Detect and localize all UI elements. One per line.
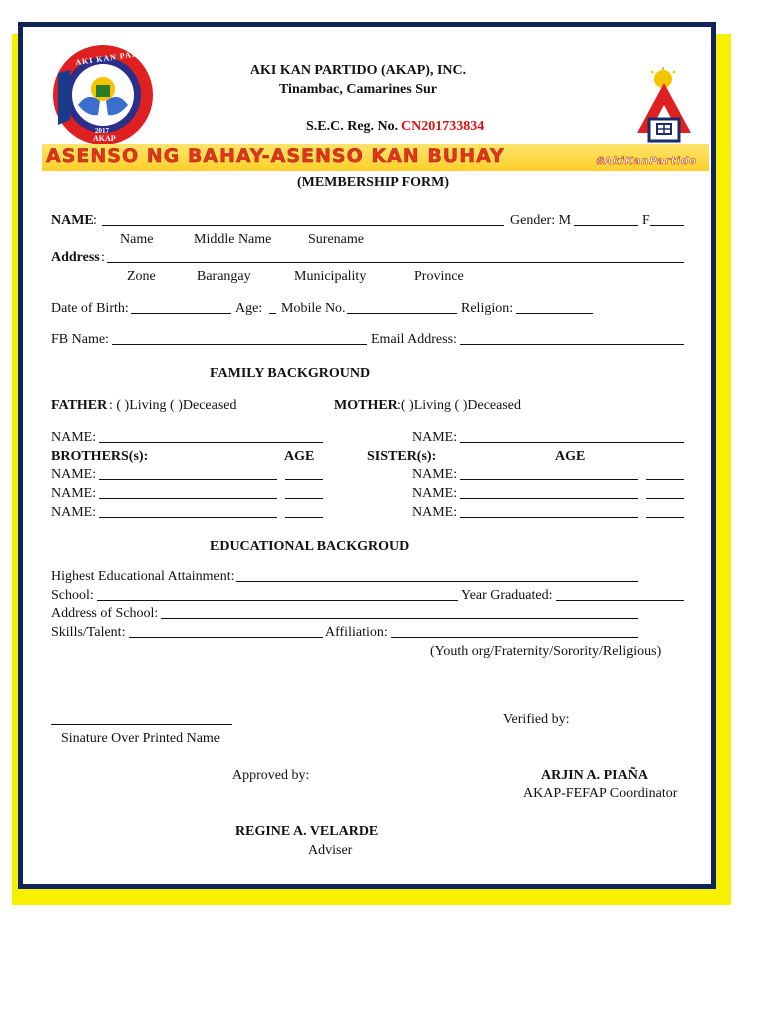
religion-line[interactable] <box>516 313 593 314</box>
skills-label: Skills/Talent: <box>51 625 126 640</box>
sisters-label: SISTER(s): <box>367 449 437 464</box>
brother-name-line[interactable] <box>99 517 277 518</box>
sub-barangay: Barangay <box>197 269 251 284</box>
brothers-age-label: AGE <box>284 449 315 464</box>
sub-name: Name <box>120 232 154 247</box>
school-address-label: Address of School: <box>51 606 159 621</box>
logo-text-bottom: AKAP <box>93 134 116 143</box>
fb-label: FB Name: <box>51 332 109 347</box>
logo-text-top: AKI KAN PARTIDO <box>74 45 164 68</box>
approved-by-label: Approved by: <box>232 768 310 783</box>
adviser-name: REGINE A. VELARDE <box>235 824 379 839</box>
sister-age-line[interactable] <box>646 498 684 499</box>
address-colon: : <box>101 250 105 265</box>
age-label: Age: <box>235 301 263 316</box>
banner <box>42 144 709 171</box>
sister-name-line[interactable] <box>460 479 638 480</box>
adviser-title: Adviser <box>308 843 353 858</box>
father-name-label: NAME: <box>51 430 97 445</box>
sub-zone: Zone <box>127 269 156 284</box>
house-logo <box>635 67 693 143</box>
name-line[interactable] <box>102 225 504 226</box>
form-page <box>18 22 716 889</box>
verifier-title: AKAP-FEFAP Coordinator <box>523 786 678 801</box>
sec-number: CN201733834 <box>401 119 485 134</box>
sister-name-label: NAME: <box>412 486 458 501</box>
email-label: Email Address: <box>371 332 457 347</box>
sister-name-line[interactable] <box>460 517 638 518</box>
sisters-age-label: AGE <box>555 449 586 464</box>
form-title: (MEMBERSHIP FORM) <box>296 175 450 190</box>
school-address-line[interactable] <box>161 618 638 619</box>
father-label: FATHER <box>51 398 108 413</box>
sub-middle-name: Middle Name <box>194 232 272 247</box>
org-location: Tinambac, Camarines Sur <box>278 82 438 97</box>
mobile-label: Mobile No. <box>281 301 346 316</box>
brother-age-line[interactable] <box>285 479 323 480</box>
email-line[interactable] <box>460 344 684 345</box>
fb-line[interactable] <box>112 344 367 345</box>
brother-age-line[interactable] <box>285 498 323 499</box>
signature-line[interactable] <box>51 724 232 725</box>
dob-line[interactable] <box>131 313 231 314</box>
school-label: School: <box>51 588 94 603</box>
family-heading: FAMILY BACKGROUND <box>210 366 371 381</box>
highest-education-line[interactable] <box>236 581 638 582</box>
religion-label: Religion: <box>461 301 514 316</box>
sub-municipality: Municipality <box>294 269 367 284</box>
father-name-line[interactable] <box>99 442 323 443</box>
brothers-label: BROTHERS(s): <box>51 449 149 464</box>
verified-by-label: Verified by: <box>503 712 570 727</box>
banner-hashtag: #AkiKanPartido <box>596 156 697 167</box>
school-line[interactable] <box>97 600 458 601</box>
affiliation-note: (Youth org/Fraternity/Sorority/Religious) <box>430 644 662 659</box>
name-colon: : <box>93 213 97 228</box>
mother-name-label: NAME: <box>412 430 458 445</box>
age-line[interactable] <box>269 313 276 314</box>
sister-age-line[interactable] <box>646 479 684 480</box>
affiliation-label: Affiliation: <box>325 625 388 640</box>
sub-surname: Surename <box>308 232 364 247</box>
sister-name-label: NAME: <box>412 505 458 520</box>
skills-line[interactable] <box>129 637 323 638</box>
sister-name-label: NAME: <box>412 467 458 482</box>
sister-name-line[interactable] <box>460 498 638 499</box>
mother-options[interactable]: :( )Living ( )Deceased <box>397 398 521 413</box>
gender-f-label: F <box>642 213 650 228</box>
signature-label: Sinature Over Printed Name <box>61 731 221 746</box>
year-graduated-line[interactable] <box>556 600 684 601</box>
gender-label: Gender: M <box>510 213 572 228</box>
logo-year: 2017 <box>95 127 109 135</box>
year-graduated-label: Year Graduated: <box>461 588 553 603</box>
father-options[interactable]: : ( )Living ( )Deceased <box>109 398 237 413</box>
sister-age-line[interactable] <box>646 517 684 518</box>
highest-education-label: Highest Educational Attainment: <box>51 569 235 584</box>
verifier-name: ARJIN A. PIAÑA <box>541 768 648 783</box>
brother-name-label: NAME: <box>51 486 97 501</box>
education-heading: EDUCATIONAL BACKGROUD <box>210 539 410 554</box>
brother-name-label: NAME: <box>51 505 97 520</box>
sec-label: S.E.C. Reg. No. <box>306 119 399 134</box>
address-label: Address <box>51 250 100 265</box>
gender-m-line[interactable] <box>574 225 638 226</box>
brother-age-line[interactable] <box>285 517 323 518</box>
banner-text: ASENSO NG BAHAY-ASENSO KAN BUHAY <box>46 145 505 167</box>
brother-name-label: NAME: <box>51 467 97 482</box>
brother-name-line[interactable] <box>99 498 277 499</box>
org-name: AKI KAN PARTIDO (AKAP), INC. <box>249 63 467 78</box>
sub-province: Province <box>414 269 464 284</box>
mother-label: MOTHER <box>334 398 398 413</box>
gender-f-line[interactable] <box>650 225 684 226</box>
mobile-line[interactable] <box>347 313 457 314</box>
name-label: NAME <box>51 213 94 228</box>
affiliation-line[interactable] <box>391 637 638 638</box>
brother-name-line[interactable] <box>99 479 277 480</box>
dob-label: Date of Birth: <box>51 301 129 316</box>
address-line[interactable] <box>107 262 684 263</box>
mother-name-line[interactable] <box>460 442 684 443</box>
